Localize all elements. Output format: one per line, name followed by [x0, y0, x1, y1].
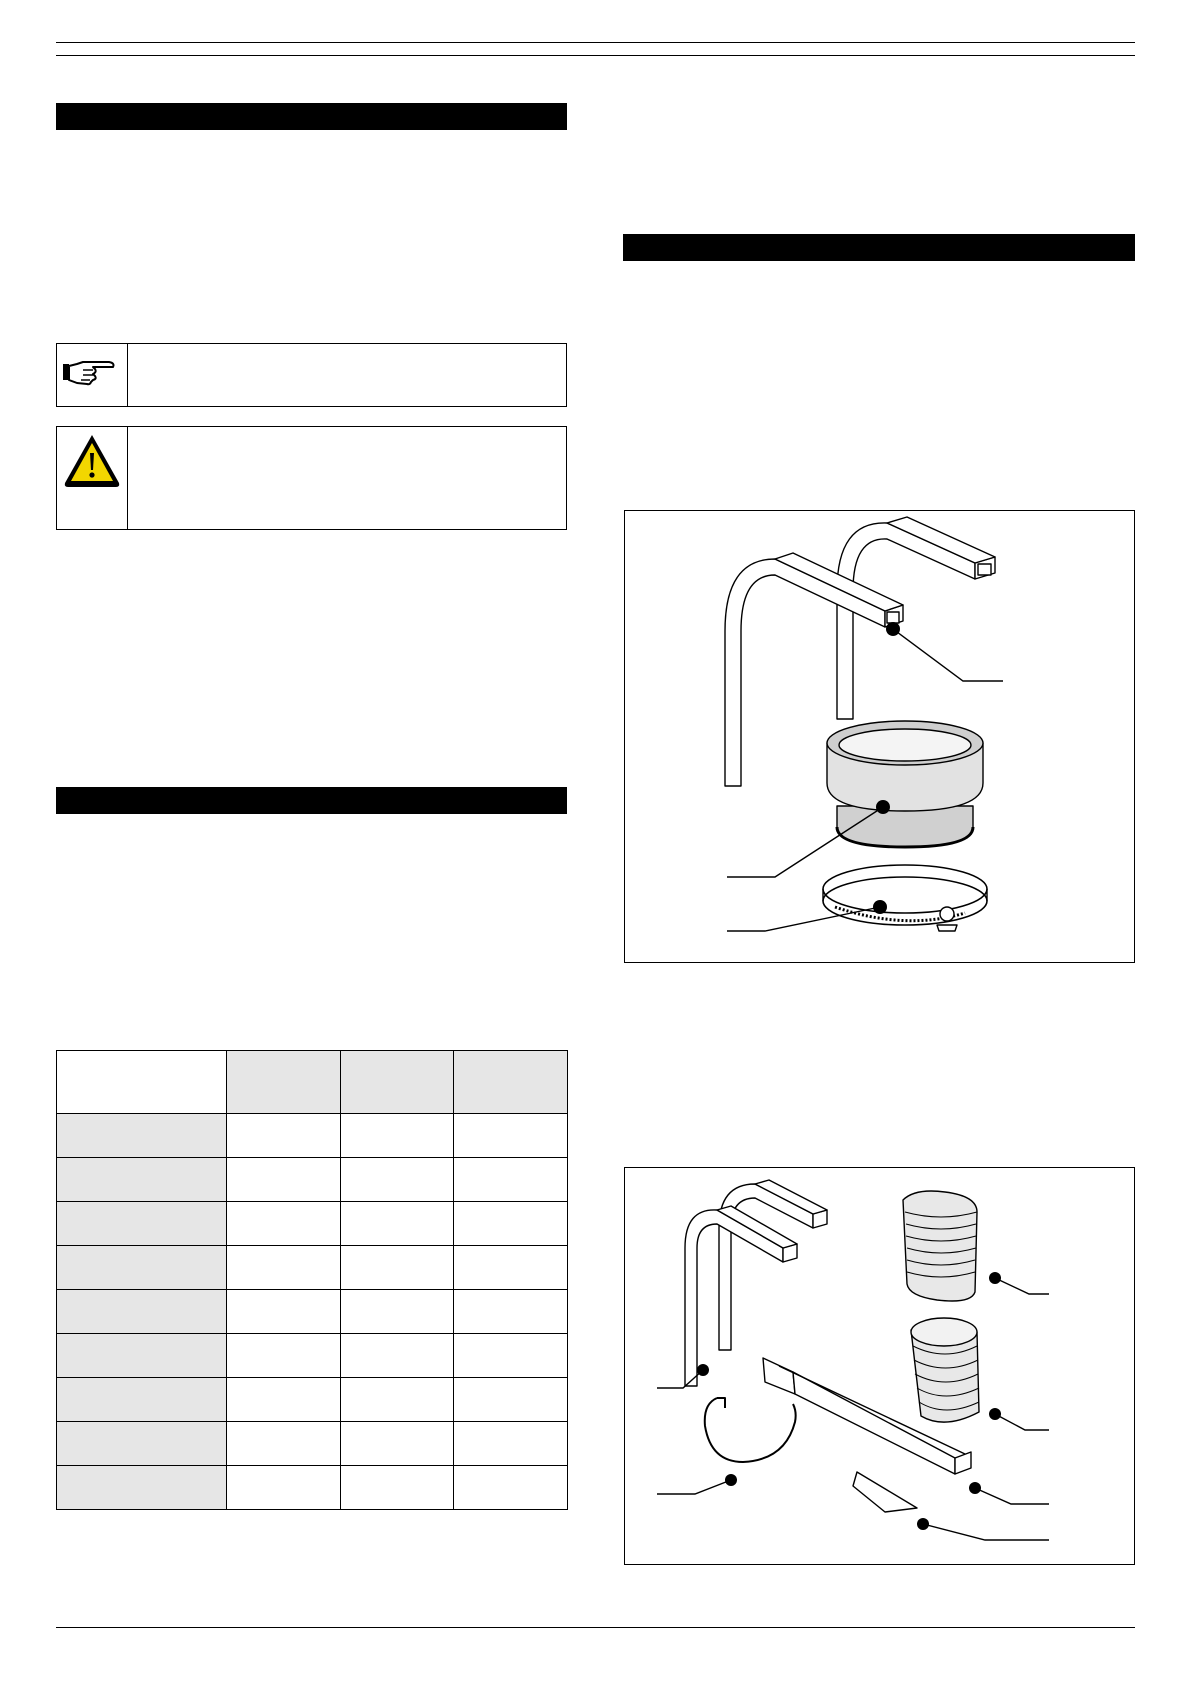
- header-rule-top: [56, 42, 1135, 43]
- table-row: [57, 1466, 568, 1510]
- table-cell: [227, 1290, 341, 1334]
- table-cell: [341, 1158, 454, 1202]
- table-cell: [454, 1114, 568, 1158]
- flexible-hose-drawing: [911, 1318, 979, 1422]
- table-cell: [227, 1422, 341, 1466]
- table-header-cell: [57, 1051, 227, 1114]
- table-cell: [227, 1114, 341, 1158]
- table-cell: [341, 1246, 454, 1290]
- table-row: [57, 1114, 568, 1158]
- callout-line-bracket: [893, 629, 1003, 681]
- table-header-cell: [341, 1051, 454, 1114]
- table-cell: [341, 1422, 454, 1466]
- hose-clamp-drawing: [823, 865, 987, 931]
- header-rule-bottom: [56, 55, 1135, 56]
- table-header-cell: [227, 1051, 341, 1114]
- table-cell: [454, 1158, 568, 1202]
- end-piece-drawing: [853, 1472, 917, 1512]
- callout-dot: [969, 1482, 981, 1494]
- spec-table: [56, 1050, 568, 1510]
- warning-triangle-icon: [57, 427, 127, 497]
- figure-1-frame: [624, 510, 1135, 963]
- note-icon-cell: [57, 344, 128, 406]
- callout-dot: [989, 1272, 1001, 1284]
- callout-dot: [873, 900, 887, 914]
- flexible-duct-drawing: [903, 1191, 977, 1301]
- table-row: [57, 1202, 568, 1246]
- table-row: [57, 1422, 568, 1466]
- table-cell: [341, 1378, 454, 1422]
- table-cell: [227, 1158, 341, 1202]
- warning-icon-cell: [57, 427, 128, 529]
- table-cell: [454, 1422, 568, 1466]
- table-row: [57, 1378, 568, 1422]
- table-cell: [454, 1334, 568, 1378]
- callout-line-half-ring: [657, 1480, 731, 1494]
- bracket-front-drawing: [685, 1206, 797, 1386]
- callout-dot: [886, 622, 900, 636]
- table-cell: [341, 1290, 454, 1334]
- table-cell: [341, 1114, 454, 1158]
- table-row: [57, 1290, 568, 1334]
- callout-dot: [989, 1408, 1001, 1420]
- note-box: [56, 343, 567, 407]
- callout-line-duct: [995, 1278, 1049, 1294]
- table-cell: [454, 1378, 568, 1422]
- table-cell: [57, 1290, 227, 1334]
- callout-line-hose: [995, 1414, 1049, 1430]
- callout-dot: [725, 1474, 737, 1486]
- table-cell: [57, 1378, 227, 1422]
- table-cell: [227, 1334, 341, 1378]
- table-cell: [57, 1202, 227, 1246]
- table-cell: [454, 1466, 568, 1510]
- table-row: [57, 1334, 568, 1378]
- table-cell: [57, 1466, 227, 1510]
- table-cell: [454, 1202, 568, 1246]
- footer-rule: [56, 1627, 1135, 1628]
- callout-line-end-piece: [923, 1524, 1049, 1540]
- table-cell: [227, 1466, 341, 1510]
- table-cell: [57, 1422, 227, 1466]
- table-cell: [57, 1114, 227, 1158]
- table-cell: [341, 1466, 454, 1510]
- table-cell: [454, 1246, 568, 1290]
- table-header-cell: [454, 1051, 568, 1114]
- figure-2-illustration: [625, 1168, 1134, 1564]
- half-ring-drawing: [705, 1398, 796, 1462]
- figure-2-frame: [624, 1167, 1135, 1565]
- bracket-rear-drawing: [719, 1180, 827, 1350]
- callout-dot: [876, 800, 890, 814]
- warning-box: [56, 426, 567, 530]
- callout-dot: [917, 1518, 929, 1530]
- table-row: [57, 1158, 568, 1202]
- section-bar-left-top: [56, 103, 567, 130]
- table-row: [57, 1246, 568, 1290]
- callout-line-rail: [975, 1488, 1049, 1504]
- pointing-hand-icon: [57, 344, 127, 406]
- table-cell: [57, 1246, 227, 1290]
- table-cell: [227, 1246, 341, 1290]
- table-cell: [57, 1334, 227, 1378]
- callout-line-clamp: [727, 907, 880, 931]
- figure-1-illustration: [625, 511, 1134, 962]
- table-header-row: [57, 1051, 568, 1114]
- section-bar-left-mid: [56, 787, 567, 814]
- table-cell: [341, 1334, 454, 1378]
- table-cell: [57, 1158, 227, 1202]
- callout-dot: [697, 1364, 709, 1376]
- table-cell: [454, 1290, 568, 1334]
- table-cell: [227, 1202, 341, 1246]
- table-cell: [341, 1202, 454, 1246]
- bracket-rear-drawing: [837, 517, 995, 719]
- table-cell: [227, 1378, 341, 1422]
- section-bar-right-top: [623, 234, 1135, 261]
